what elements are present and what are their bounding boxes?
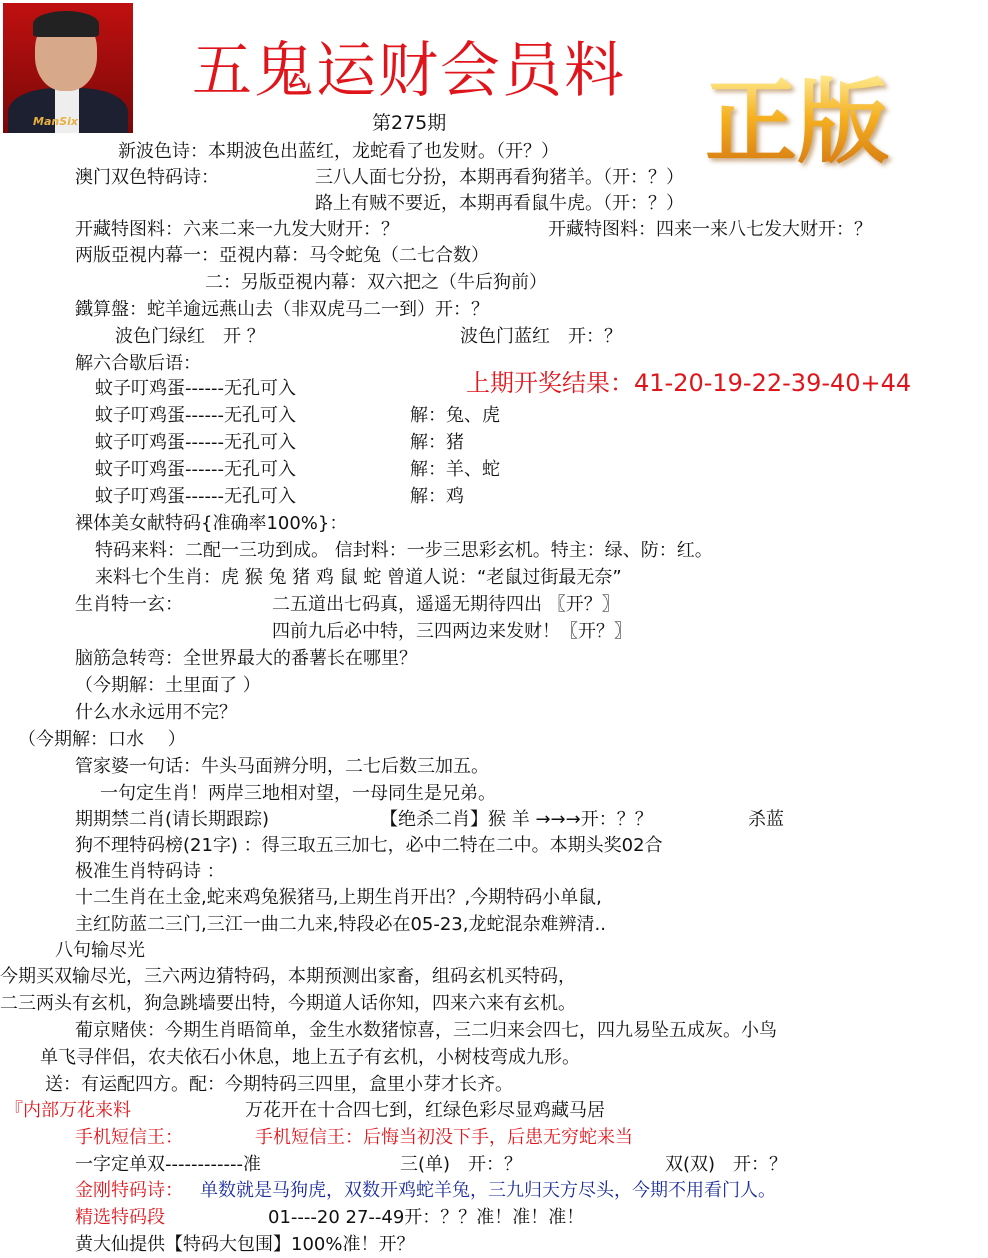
text-line: 二五道出七码真，遥遥无期待四出 〖开？〗 (272, 594, 620, 615)
text-line: 三(单) 开：？ (400, 1154, 523, 1175)
text-line: 【绝杀二肖】猴 羊 →→→开：？？ (380, 809, 653, 830)
text-line: 今期买双输尽光，三六两边猜特码，本期预测出家畜，组码玄机买特码， (0, 966, 576, 987)
photo-logo: ManSix (33, 115, 78, 128)
riddle-line: 蚊子叮鸡蛋------无孔可入 (95, 459, 296, 480)
riddle-answer: 解：鸡 (410, 486, 464, 507)
text-line: 路上有贼不要近，本期再看鼠牛虎。（开：？） (315, 193, 684, 214)
text-line: （今期解：口水 ） (18, 729, 186, 750)
riddle-line: 蚊子叮鸡蛋------无孔可入 (95, 486, 296, 507)
issue-number: 第275期 (372, 112, 447, 134)
section-label: 金刚特码诗： (75, 1180, 183, 1201)
riddle-line: 蚊子叮鸡蛋------无孔可入 (95, 378, 296, 399)
riddle-answer: 解：羊、蛇 (410, 459, 500, 480)
text-line: 单飞寻伴侣，农夫依石小休息，地上五子有玄机，小树枝弯成九形。 (40, 1047, 580, 1068)
text-line: 四前九后必中特，三四两边来发财！〖开？〗 (272, 621, 632, 642)
text-line: 特码来料：二配一三功到成。 信封料：一步三思彩玄机。特主：绿、防：红。 (95, 540, 713, 561)
text-line: 手机短信王：后悔当初没下手，后患无穷蛇来当 (255, 1127, 633, 1148)
text-line: 期期禁二肖(请长期跟踪) (75, 809, 270, 830)
text-line: 管家婆一句话：牛头马面辨分明，二七后数三加五。 (75, 756, 489, 777)
text-line: 狗不理特码榜(21字) ：得三取五三加七，必中二特在二中。本期头奖02合 (75, 835, 663, 856)
text-line: 两版亞視内幕一：亞視内幕：马令蛇兔（二七合数） (75, 245, 489, 266)
portrait-photo (3, 3, 133, 133)
section-label: 精选特码段 (75, 1207, 165, 1228)
riddle-answer: 解：猪 (410, 432, 464, 453)
text-line: 三八人面七分扮，本期再看狗猪羊。（开：？） (315, 167, 684, 188)
photo-hair (33, 11, 99, 37)
text-line: 开藏特图料：六来二来一九发大财开：？ (75, 219, 399, 240)
text-line: 脑筋急转弯：全世界最大的番薯长在哪里？ (75, 648, 417, 669)
text-line: 生肖特一玄： (75, 594, 183, 615)
text-line: 双(双) 开：？ (665, 1154, 788, 1175)
riddle-line: 蚊子叮鸡蛋------无孔可入 (95, 405, 296, 426)
text-line: 送：有运配四方。配：今期特码三四里，盒里小芽才长齐。 (45, 1074, 513, 1095)
text-line: 二：另版亞視内幕：双六把之（牛后狗前） (205, 272, 547, 293)
text-line: 一字定单双------------准 (75, 1154, 261, 1175)
text-line: 裸体美女献特码{准确率100%}： (75, 513, 348, 534)
last-result: 上期开奖结果：41-20-19-22-39-40+44 (466, 369, 912, 397)
text-line: 主红防蓝二三门,三江一曲二九来,特段必在05-23,龙蛇混杂难辨清.. (75, 914, 606, 935)
text-line: 十二生肖在土金,蛇来鸡兔猴猪马,上期生肖开出？,今期特码小单鼠, (75, 887, 602, 908)
text-line: 波色门蓝红 开：？ (460, 326, 622, 347)
riddle-line: 蚊子叮鸡蛋------无孔可入 (95, 432, 296, 453)
page-title: 五鬼运财会员料 (192, 36, 626, 106)
text-line: 八句输尽光 (55, 940, 145, 961)
text-line: 什么水永远用不完？ (75, 702, 237, 723)
text-line: 开藏特图料：四来一来八七发大财开：？ (548, 219, 872, 240)
text-line: 二三两头有玄机，狗急跳墙要出特，今期道人话你知，四来六来有玄机。 (0, 993, 576, 1014)
text-line: 新波色诗：本期波色出蓝红，龙蛇看了也发财。（开？） (118, 141, 559, 162)
text-line: 万花开在十合四七到，红绿色彩尽显鸡藏马居 (245, 1100, 605, 1121)
text-line: 鐵算盤：蛇羊逾远燕山去（非双虎马二一到）开：？ (75, 299, 489, 320)
text-line: 澳门双色特码诗： (75, 167, 219, 188)
text-line: 极准生肖特码诗 ： (75, 861, 225, 882)
text-line: 杀蓝 (748, 809, 784, 830)
text-line: 解六合歇后语： (75, 353, 201, 374)
text-line: 来料七个生肖：虎 猴 兔 猪 鸡 鼠 蛇 曾道人说：“老鼠过街最无奈” (95, 567, 622, 588)
text-line: 黄大仙提供【特码大包围】100%准！开？ (75, 1234, 415, 1255)
text-line: 葡京赌侠：今期生肖晤简单，金生水数猪惊喜，三二归来会四七，四九易坠五成灰。小鸟 (75, 1020, 777, 1041)
text-line: 波色门绿红 开 ？ (115, 326, 265, 347)
section-label: 手机短信王： (75, 1127, 183, 1148)
genuine-stamp: 正版 (705, 69, 890, 176)
section-label: 『内部万花来料 (5, 1100, 131, 1121)
riddle-answer: 解：兔、虎 (410, 405, 500, 426)
text-line: 一句定生肖！两岸三地相对望，一母同生是兄弟。 (100, 783, 496, 804)
text-line: （今期解：土里面了 ） (75, 675, 261, 696)
text-line: 单数就是马狗虎，双数开鸡蛇羊兔，三九归天方尽头，今期不用看门人。 (200, 1180, 776, 1201)
text-line: 01----20 27--49开：？？准！准！准！ (268, 1207, 585, 1228)
